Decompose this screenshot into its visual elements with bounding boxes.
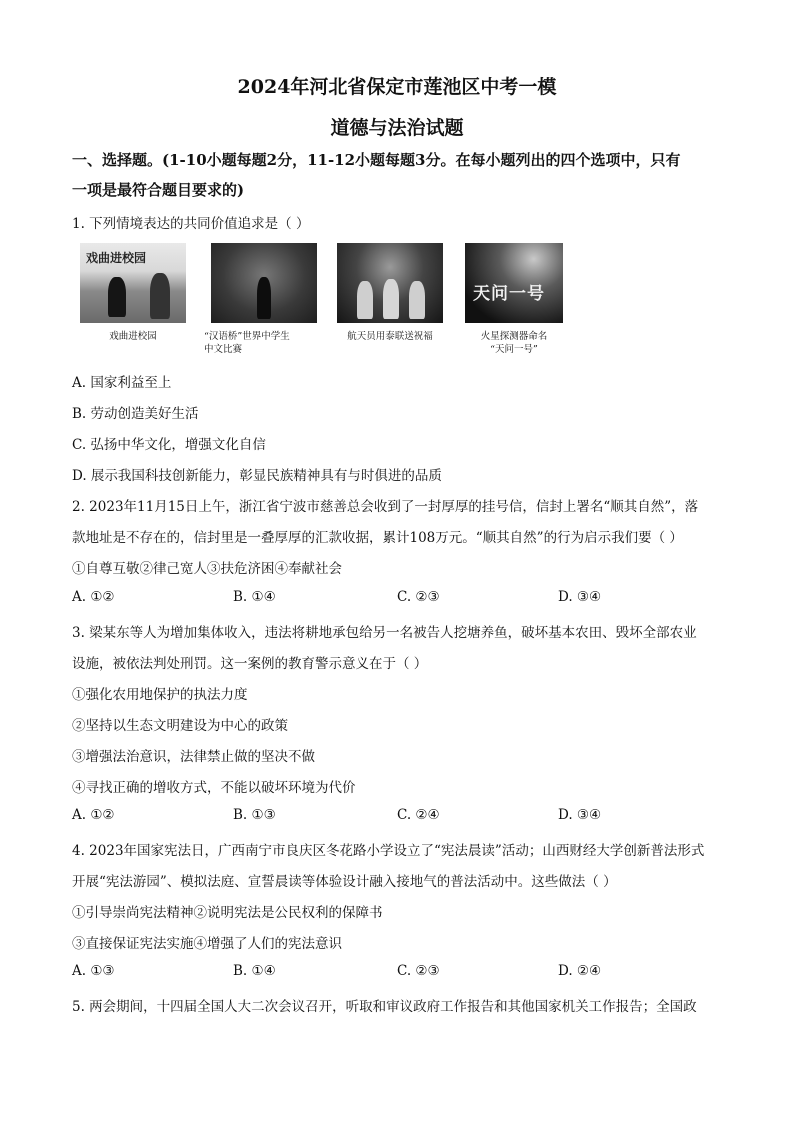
question-item: ④寻找正确的增收方式，不能以破坏环境为代价 [72,780,356,796]
image-caption [330,330,450,343]
question-items: ①引导崇尚宪法精神②说明宪法是公民权利的保障书 [72,905,383,921]
question-stem-line: 4. 2023年国家宪法日，广西南宁市良庆区冬花路小学设立了“宪法晨读”活动；山西财经大学创新普法形式 [72,843,705,859]
image-chinese-bridge [211,243,317,323]
section-line-1: 一、选择题。(1-10小题每题2分，11-12小题每题3分。在每小题列出的四个选项中，只有 [72,151,681,169]
question-stem-line: 款地址是不存在的，信封里是一叠厚厚的汇款收据，累计108万元。“顺其自然”的行为启示我们要（ ） [72,530,683,546]
option-d[interactable]: D. ②④ [558,963,602,979]
question-stem-line: 2. 2023年11月15日上午，浙江省宁波市慈善总会收到了一封厚厚的挂号信，信封上署名“顺其自然”，落 [72,499,699,515]
option-d[interactable]: D. ③④ [558,807,602,823]
option-c[interactable]: C. ②③ [397,963,440,979]
speaker-figure [257,277,271,319]
question-stem-line: 5. 两会期间，十四届全国人大二次会议召开，听取和审议政府工作报告和其他国家机关工作报告；全国政 [72,999,697,1015]
option-d[interactable]: D. 展示我国科技创新能力，彰显民族精神具有与时俱进的品质 [72,468,442,484]
exam-title: 2024年河北省保定市莲池区中考一模 [237,76,557,98]
option-c[interactable]: C. 弘扬中华文化，增强文化自信 [72,437,266,453]
option-a[interactable]: A. ①③ [72,963,115,979]
question-stem: 1. 下列情境表达的共同价值追求是（ ） [72,216,310,232]
caption-line: 中文比赛 [204,344,243,355]
option-d[interactable]: D. ③④ [558,589,602,605]
option-a[interactable]: A. ①② [72,589,115,605]
option-a[interactable]: A. ①② [72,807,115,823]
image-caption [204,330,334,356]
image-caption [454,330,574,356]
image-opera-on-campus [80,243,186,323]
astronaut-figure [409,281,425,319]
image-tianwen-1 [465,243,563,323]
caption-line: 航天员用泰联送祝福 [347,331,433,342]
caption-line: 戏曲进校园 [109,331,157,342]
image-inner-text: 天问一号 [473,284,545,304]
performer-figure [150,273,170,319]
option-a[interactable]: A. 国家利益至上 [72,375,172,391]
question-item: ①强化农用地保护的执法力度 [72,687,248,703]
option-c[interactable]: C. ②④ [397,807,440,823]
image-caption [73,330,193,343]
question-stem-line: 设施，被依法判处刑罚。这一案例的教育警示意义在于（ ） [72,656,428,672]
section-line-2: 一项是最符合题目要求的) [72,181,245,199]
question-stem-line: 3. 梁某东等人为增加集体收入，违法将耕地承包给另一名被告人挖塘养鱼，破坏基本农田、毁坏全部农业 [72,625,697,641]
question-item: ③增强法治意识，法律禁止做的坚决不做 [72,749,315,765]
option-c[interactable]: C. ②③ [397,589,440,605]
caption-line: 火星探测器命名 [480,331,548,342]
question-items: ③直接保证宪法实施④增强了人们的宪法意识 [72,936,342,952]
image-inner-text: 戏曲进校园 [86,251,147,265]
caption-line: “天问一号” [490,344,538,355]
astronaut-figure [357,281,373,319]
option-b[interactable]: B. ①③ [233,807,276,823]
question-stem-line: 开展“宪法游园”、模拟法庭、宣誓晨读等体验设计融入接地气的普法活动中。这些做法（ ） [72,874,617,890]
option-b[interactable]: B. ①④ [233,589,276,605]
exam-subtitle: 道德与法治试题 [330,117,464,139]
question-items: ①自尊互敬②律己宽人③扶危济困④奉献社会 [72,561,342,577]
performer-figure [108,277,126,317]
caption-line: “汉语桥”世界中学生 [204,331,290,342]
option-b[interactable]: B. 劳动创造美好生活 [72,406,199,422]
image-astronaut-greeting [337,243,443,323]
question-item: ②坚持以生态文明建设为中心的政策 [72,718,288,734]
option-b[interactable]: B. ①④ [233,963,276,979]
astronaut-figure [383,279,399,319]
